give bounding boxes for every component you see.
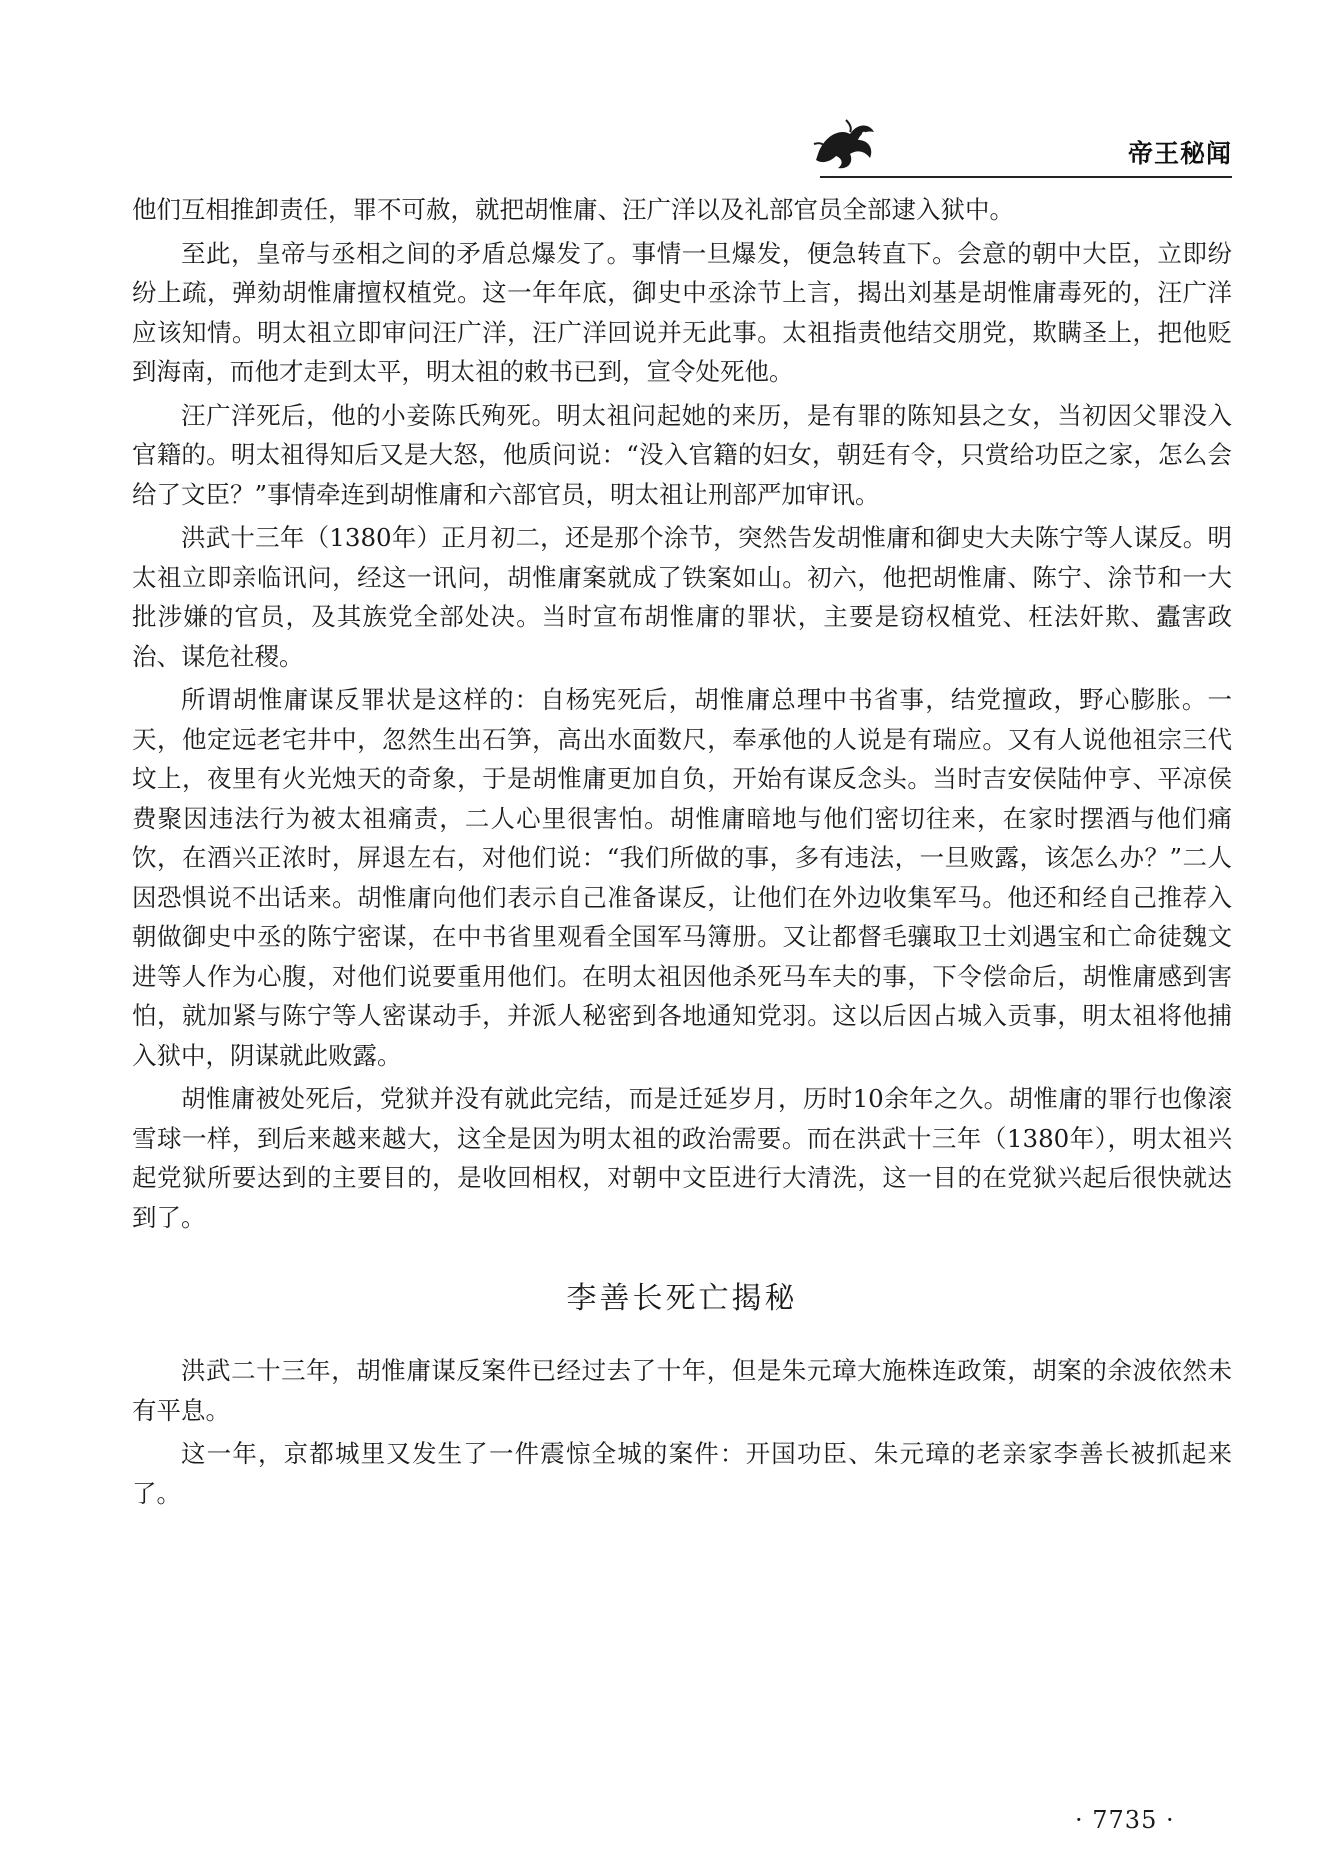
dragon-emblem-icon (810, 114, 880, 174)
paragraph: 洪武二十三年，胡惟庸谋反案件已经过去了十年，但是朱元璋大施株连政策，胡案的余波依然未有平息。 (132, 1356, 1232, 1425)
paragraph: 所谓胡惟庸谋反罪状是这样的：自杨宪死后，胡惟庸总理中书省事，结党擅政，野心膨胀。一天，他定远老宅井中，忽然生出石笋，高出水面数尺，奉承他的人说是有瑞应。又有人说他祖宗三代坟上，夜里有火光烛天的奇象，于是胡惟庸更加自负，开始有谋反念头。当时吉安侯陆仲亨、平凉侯费聚因违法行为被太祖痛责，二人心里很害怕。胡惟庸暗地与他们密切往来，在家时摆酒与他们痛饮，在酒兴正浓时，屏退左右，对他们说：“我们所做的事，多有违法，一旦败露，该怎么办？”二人因恐惧说不出话来。胡惟庸向他们表示自己准备谋反，让他们在外边收集军马。他还和经自己推荐入朝做御史中丞的陈宁密谋，在中书省里观看全国军马簿册。又让都督毛骧取卫士刘遇宝和亡命徒魏文进等人作为心腹，对他们说要重用他们。在明太祖因他杀死马车夫的事，下令偿命后，胡惟庸感到害怕，就加紧与陈宁等人密谋动手，并派人秘密到各地通知党羽。这以后因占城入贡事，明太祖将他捕入狱中，阴谋就此败露。 (132, 685, 1232, 1070)
page-content (132, 190, 1232, 1517)
paragraph: 至此，皇帝与丞相之间的矛盾总爆发了。事情一旦爆发，便急转直下。会意的朝中大臣，立即纷纷上疏，弹劾胡惟庸擅权植党。这一年年底，御史中丞涂节上言，揭出刘基是胡惟庸毒死的，汪广洋应该知情。明太祖立即审问汪广洋，汪广洋回说并无此事。太祖指责他结交朋党，欺瞒圣上，把他贬到海南，而他才走到太平，明太祖的敕书已到，宣令处死他。 (132, 238, 1232, 386)
paragraph: 胡惟庸被处死后，党狱并没有就此完结，而是迁延岁月，历时10余年之久。胡惟庸的罪行也像滚雪球一样，到后来越来越大，这全是因为明太祖的政治需要。而在洪武十三年（1380年），明太祖兴起党狱所要达到的主要目的，是收回相权，对朝中文臣进行大清洗，这一目的在党狱兴起后很快就达到了。 (132, 1084, 1232, 1232)
paragraph: 洪武十三年（1380年）正月初二，还是那个涂节，突然告发胡惟庸和御史大夫陈宁等人谋反。明太祖立即亲临讯问，经这一讯问，胡惟庸案就成了铁案如山。初六，他把胡惟庸、陈宁、涂节和一大批涉嫌的官员，及其族党全部处决。当时宣布胡惟庸的罪状，主要是窃权植党、枉法奸欺、蠹害政治、谋危社稷。 (132, 523, 1232, 671)
header-rule (820, 176, 1232, 178)
paragraph: 这一年，京都城里又发生了一件震惊全城的案件：开国功臣、朱元璋的老亲家李善长被抓起来了。 (132, 1439, 1232, 1508)
page-number: · 7735 · (1075, 1806, 1175, 1834)
running-header-title: 帝王秘闻 (1127, 139, 1232, 168)
paragraph: 汪广洋死后，他的小妾陈氏殉死。明太祖问起她的来历，是有罪的陈知县之女，当初因父罪没入官籍的。明太祖得知后又是大怒，他质问说：“没入官籍的妇女，朝廷有令，只赏给功臣之家，怎么会给了文臣？”事情牵连到胡惟庸和六部官员，明太祖让刑部严加审讯。 (132, 400, 1232, 509)
page-header (130, 98, 1232, 182)
paragraph: 他们互相推卸责任，罪不可赦，就把胡惟庸、汪广洋以及礼部官员全部逮入狱中。 (132, 195, 1014, 224)
section-title: 李善长死亡揭秘 (566, 1281, 798, 1316)
